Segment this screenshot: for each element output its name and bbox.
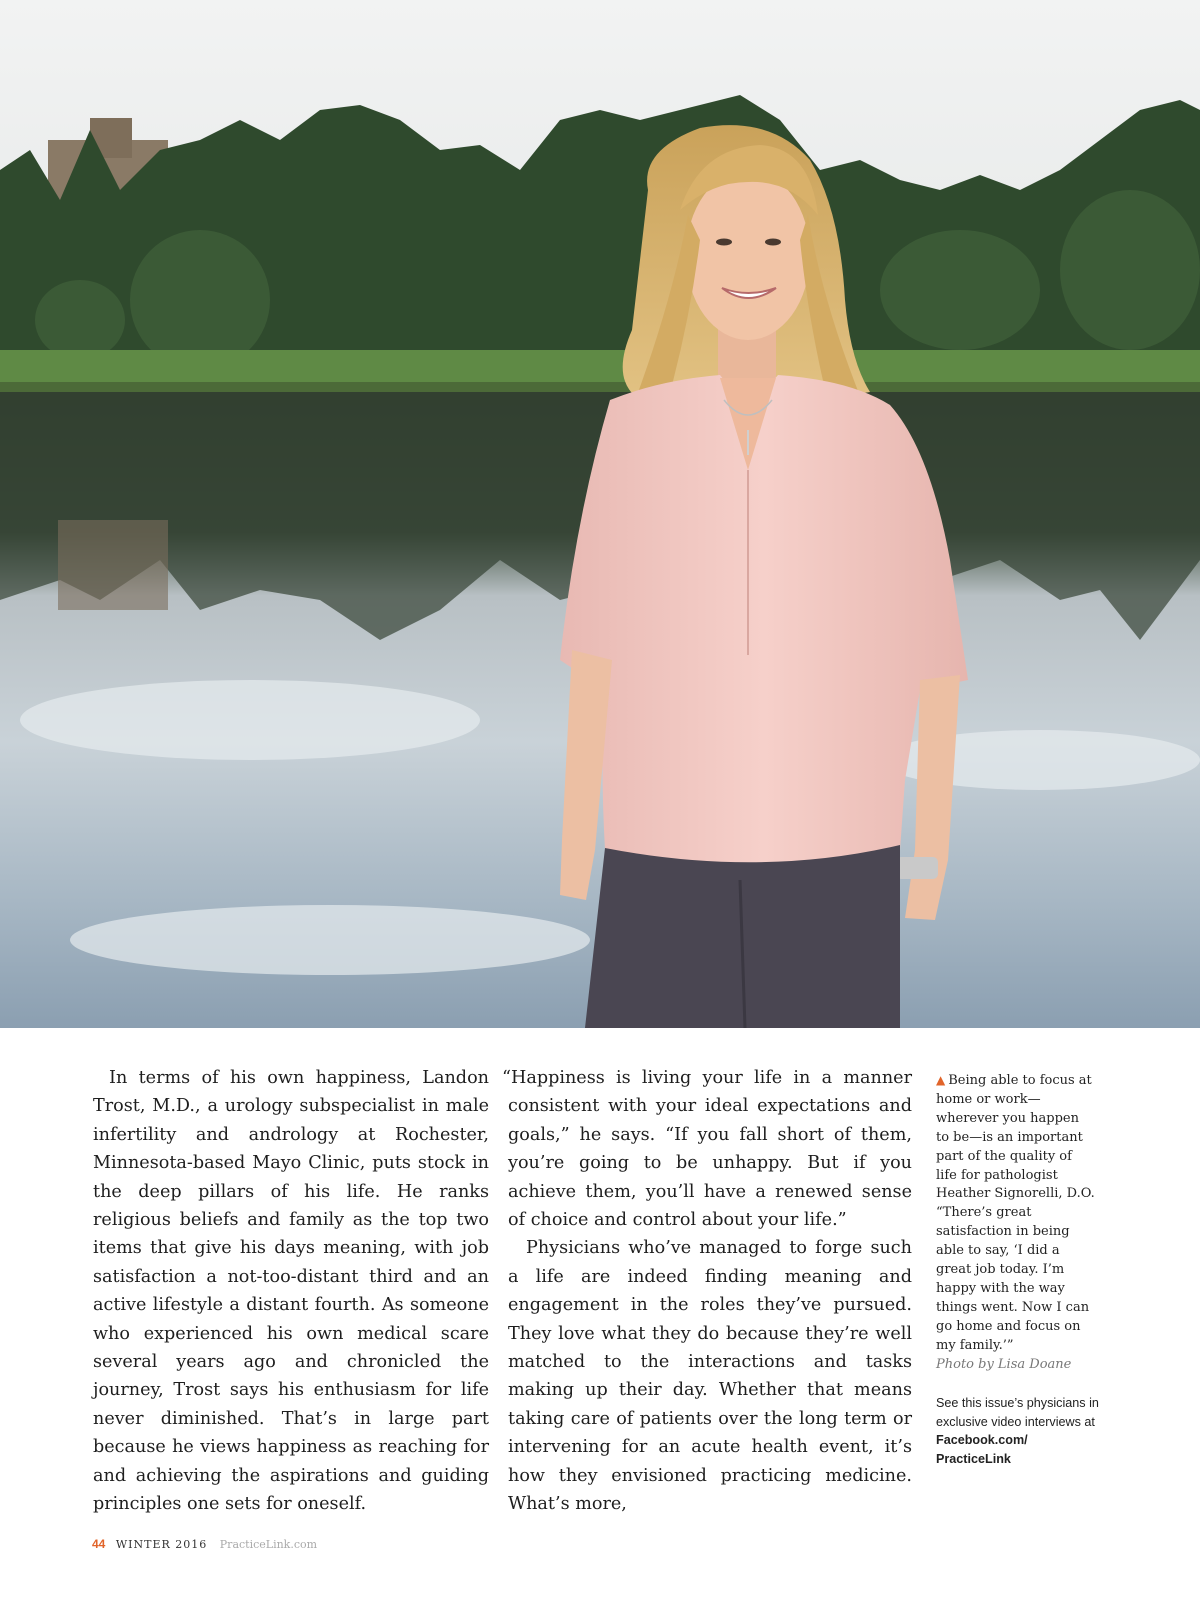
photo-credit: Photo by Lisa Doane bbox=[936, 1356, 1072, 1372]
article-paragraph: Physicians who’ve managed to forge such a life are indeed finding meaning and engagement in the roles they’ve pursued. They love what they do because they’re well matched to the interactions and tasks making up their day. Whether that means taking care of patients over the long term or intervening for an acute health event, it’s how they envisioned practicing medicine. What’s more, bbox=[508, 1238, 912, 1515]
article-column-2 bbox=[502, 1064, 912, 1519]
caption-text: Being able to focus at home or work—wherever you happen to be—is an important part of the quality of life for pathologist Heather Signorelli, D.O. “There’s great satisfaction in being able to say, ‘I did a great job today. I’m happy with the way things went. Now I can go home and focus on my family.’” bbox=[936, 1073, 1095, 1353]
site-url[interactable]: PracticeLink.com bbox=[219, 1538, 318, 1551]
article-paragraph: “Happiness is living your life in a manner consistent with your ideal expectations and goals,” he says. “If you fall short of them, you’re going to be unhappy. But if you achieve them, you’ll have a renewed sense of choice and control about your life.” bbox=[502, 1068, 912, 1231]
photo-caption bbox=[936, 1071, 1096, 1375]
video-promo bbox=[936, 1394, 1106, 1468]
issue-season: WINTER 2016 bbox=[115, 1538, 208, 1551]
page-number: 44 bbox=[92, 1537, 106, 1551]
page-footer bbox=[92, 1537, 317, 1551]
promo-link[interactable]: Facebook.com/ PracticeLink bbox=[936, 1433, 1028, 1466]
triangle-up-icon: ▲ bbox=[936, 1073, 946, 1087]
article-column-1 bbox=[93, 1064, 489, 1519]
promo-text: See this issue’s physicians in exclusive video interviews at bbox=[936, 1396, 1099, 1429]
article-paragraph: In terms of his own happiness, Landon Trost, M.D., a urology subspecialist in male infertility and andrology at Rochester, Minnesota-based Mayo Clinic, puts stock in the deep pillars of his life. He ranks religious beliefs and family as the top two items that give his days meaning, with job satisfaction a not-too-distant third and an active lifestyle a distant fourth. As someone who experienced his own medical scare several years ago and chronicled the journey, Trost says his enthusiasm for life never diminished. That’s in large part because he views happiness as reaching for and achieving the aspirations and guiding principles one sets for oneself. bbox=[93, 1068, 489, 1515]
